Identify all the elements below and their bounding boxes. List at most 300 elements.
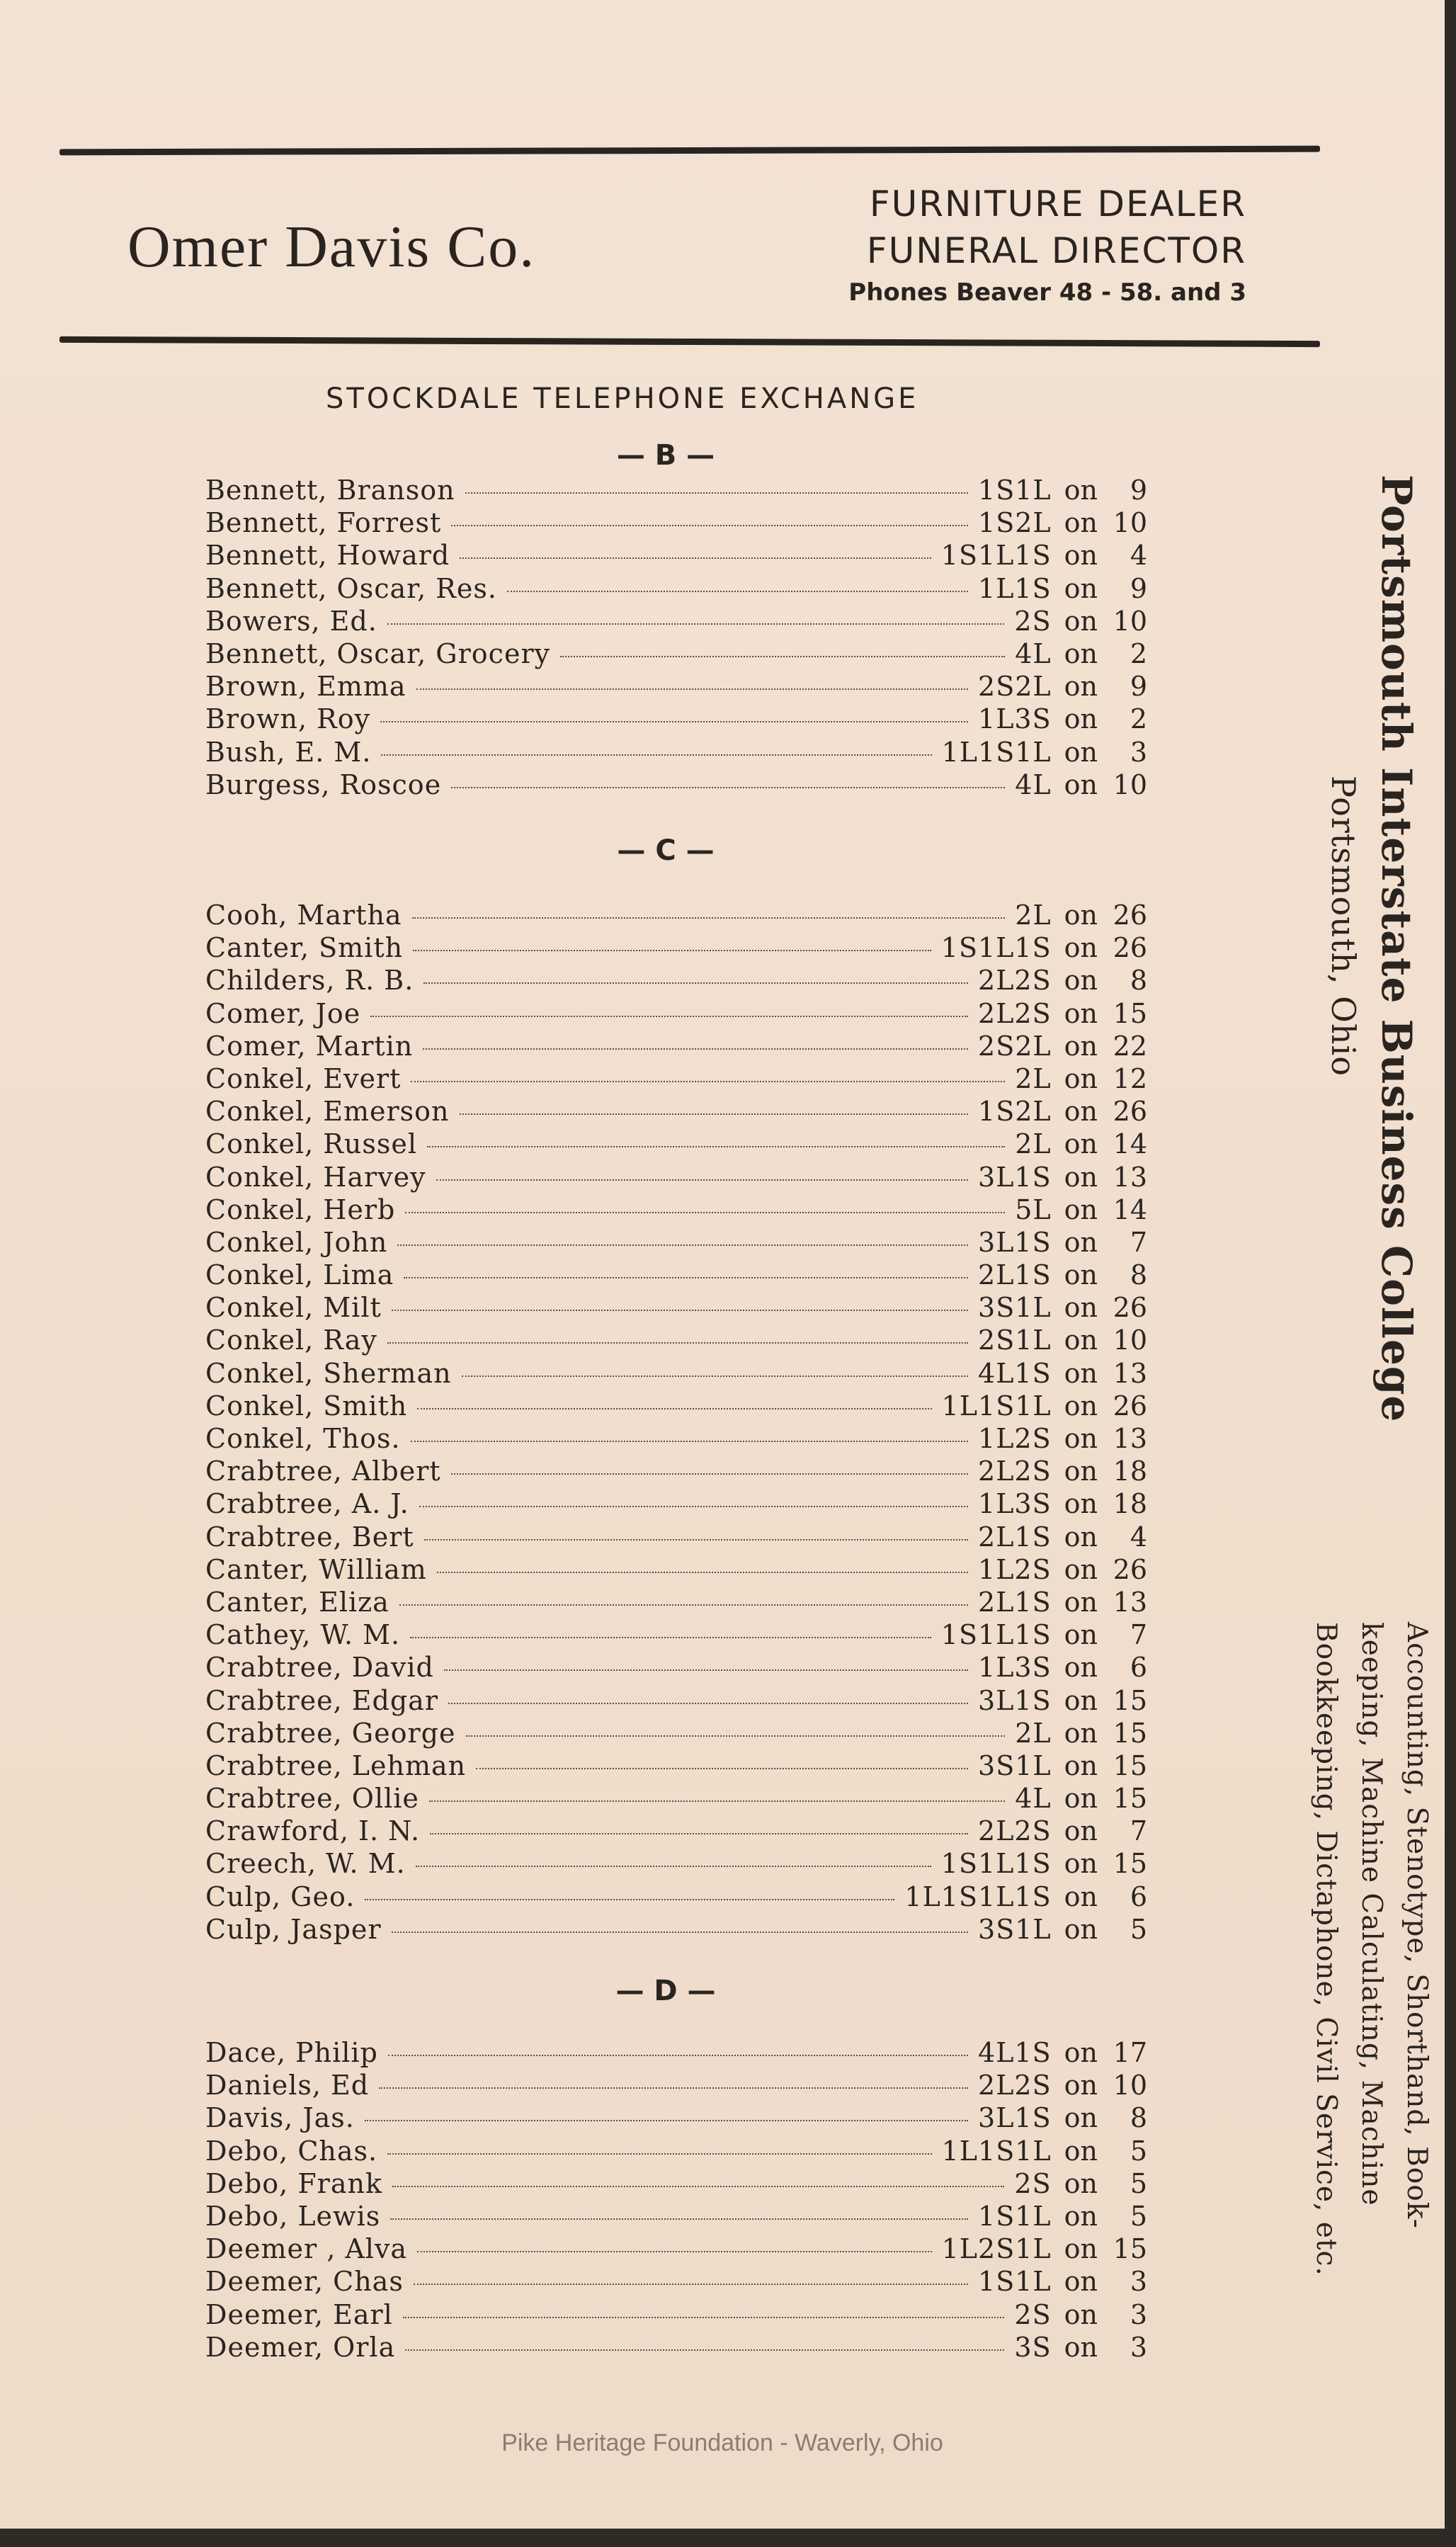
entry-name: Bennett, Oscar, Grocery xyxy=(205,637,551,669)
entry-name: Bennett, Howard xyxy=(205,540,450,572)
entry-name: Crabtree, David xyxy=(205,1652,434,1684)
leader-dots xyxy=(390,2218,968,2220)
entry-line-number: 6 xyxy=(1130,1652,1147,1684)
entry-on-word: on xyxy=(1064,1128,1098,1160)
directory-entry xyxy=(205,932,1147,965)
directory-entry xyxy=(205,1750,1147,1783)
section-heading: — D — xyxy=(615,1975,716,2007)
entry-on-word: on xyxy=(1064,1521,1098,1553)
leader-dots xyxy=(417,1408,931,1409)
entry-name: Conkel, Thos. xyxy=(205,1423,401,1454)
entry-on-word: on xyxy=(1064,2102,1098,2134)
entry-ring-code: 4L xyxy=(1015,768,1052,800)
leader-dots xyxy=(411,1081,1005,1082)
entry-name: Crabtree, George xyxy=(205,1717,456,1749)
entry-name: Bennett, Forrest xyxy=(205,507,442,539)
directory-entry xyxy=(205,1783,1147,1815)
entry-name: Conkel, Smith xyxy=(205,1390,408,1422)
entry-line-number: 8 xyxy=(1130,2102,1147,2134)
leader-dots xyxy=(465,492,968,494)
entry-line-number: 26 xyxy=(1113,1553,1147,1585)
header-top-rule xyxy=(59,146,1320,156)
leader-dots xyxy=(430,1833,968,1834)
directory-entry xyxy=(205,2266,1147,2298)
service-funeral: FUNERAL DIRECTOR xyxy=(866,230,1246,271)
entry-ring-code: 1S1L1S xyxy=(940,1619,1052,1651)
leader-dots xyxy=(404,1277,968,1278)
service-furniture: FURNITURE DEALER xyxy=(869,183,1246,225)
directory-entry xyxy=(205,1423,1147,1456)
entry-ring-code: 2L2S xyxy=(978,1456,1052,1487)
directory-entry xyxy=(205,475,1147,507)
entry-name: Deemer, Earl xyxy=(205,2298,393,2330)
entry-name: Dace, Philip xyxy=(205,2037,378,2068)
entry-name: Creech, W. M. xyxy=(205,1848,406,1880)
entry-line-number: 5 xyxy=(1130,1913,1147,1945)
entry-line-number: 15 xyxy=(1113,1848,1147,1880)
directory-entry xyxy=(205,1619,1147,1652)
entry-line-number: 3 xyxy=(1130,736,1147,768)
section-heading: — B — xyxy=(616,439,715,472)
footer-credit: Pike Heritage Foundation - Waverly, Ohio xyxy=(501,2429,943,2456)
entry-ring-code: 1L3S xyxy=(978,703,1052,735)
leader-dots xyxy=(381,754,931,756)
entry-line-number: 12 xyxy=(1113,1062,1147,1094)
leader-dots xyxy=(423,982,968,984)
entry-on-word: on xyxy=(1064,1390,1098,1422)
directory-entry xyxy=(205,1031,1147,1063)
entry-name: Bowers, Ed. xyxy=(205,605,377,637)
entry-ring-code: 3S1L xyxy=(978,1292,1052,1324)
leader-dots xyxy=(429,1800,1005,1802)
leader-dots xyxy=(405,1212,1005,1213)
entry-on-word: on xyxy=(1064,1456,1098,1487)
entry-line-number: 18 xyxy=(1113,1456,1147,1487)
entry-on-word: on xyxy=(1064,900,1098,931)
entry-ring-code: 1S1L1S xyxy=(940,540,1052,572)
entry-ring-code: 2L1S xyxy=(978,1586,1052,1618)
entry-ring-code: 2L2S xyxy=(978,1815,1052,1847)
entry-line-number: 10 xyxy=(1113,2070,1147,2101)
directory-entry xyxy=(205,2299,1147,2332)
entry-ring-code: 1L2S1L xyxy=(941,2233,1052,2265)
leader-dots xyxy=(462,1375,968,1377)
entry-ring-code: 4L1S xyxy=(978,2037,1052,2068)
entry-line-number: 7 xyxy=(1130,1619,1147,1651)
entry-name: Culp, Geo. xyxy=(205,1881,356,1912)
leader-dots xyxy=(388,2055,968,2056)
entry-name: Crabtree, Edgar xyxy=(205,1684,439,1716)
entry-on-word: on xyxy=(1064,1783,1098,1815)
directory-entry xyxy=(205,1063,1147,1096)
entry-on-word: on xyxy=(1064,1652,1098,1684)
entry-on-word: on xyxy=(1064,1619,1098,1651)
entry-line-number: 14 xyxy=(1113,1193,1147,1225)
entry-on-word: on xyxy=(1064,703,1098,735)
entry-line-number: 18 xyxy=(1113,1488,1147,1520)
entry-name: Crabtree, Bert xyxy=(205,1521,414,1553)
entry-line-number: 13 xyxy=(1113,1586,1147,1618)
leader-dots xyxy=(451,1473,968,1475)
entry-line-number: 14 xyxy=(1113,1128,1147,1160)
directory-entry xyxy=(205,606,1147,638)
entry-line-number: 5 xyxy=(1130,2167,1147,2199)
directory-entry xyxy=(205,2168,1147,2201)
directory-entry xyxy=(205,1652,1147,1684)
entry-line-number: 10 xyxy=(1113,605,1147,637)
entry-name: Cathey, W. M. xyxy=(205,1619,401,1651)
entry-on-word: on xyxy=(1064,1488,1098,1520)
entry-ring-code: 1L1S1L xyxy=(941,1390,1052,1422)
entry-on-word: on xyxy=(1064,1684,1098,1716)
entry-ring-code: 1S1L1S xyxy=(940,1848,1052,1880)
entry-on-word: on xyxy=(1064,507,1098,539)
entry-on-word: on xyxy=(1064,1357,1098,1389)
leader-dots xyxy=(392,1931,968,1933)
entry-ring-code: 1L2S xyxy=(978,1423,1052,1454)
directory-entry xyxy=(205,1128,1147,1161)
entry-ring-code: 2L1S xyxy=(978,1259,1052,1291)
directory-entry xyxy=(205,2070,1147,2102)
entry-line-number: 5 xyxy=(1130,2200,1147,2232)
entry-ring-code: 4L xyxy=(1015,637,1052,669)
entry-name: Bennett, Branson xyxy=(205,475,455,506)
entry-ring-code: 1L3S xyxy=(978,1652,1052,1684)
entry-name: Canter, Smith xyxy=(205,932,404,964)
directory-entry xyxy=(205,1292,1147,1324)
entry-name: Conkel, Herb xyxy=(205,1193,396,1225)
entry-ring-code: 3L1S xyxy=(978,1161,1052,1193)
entry-name: Davis, Jas. xyxy=(205,2102,355,2134)
entry-ring-code: 1S1L xyxy=(978,2200,1052,2232)
leader-dots xyxy=(419,1506,968,1507)
leader-dots xyxy=(460,557,931,559)
entry-line-number: 9 xyxy=(1130,572,1147,604)
leader-dots xyxy=(412,917,1006,919)
entry-line-number: 7 xyxy=(1130,1815,1147,1847)
directory-list xyxy=(205,900,1147,1946)
leader-dots xyxy=(411,1441,968,1442)
leader-dots xyxy=(417,2251,932,2252)
entry-name: Conkel, Harvey xyxy=(205,1161,426,1193)
directory-entry xyxy=(205,1194,1147,1227)
entry-on-word: on xyxy=(1064,2200,1098,2232)
entry-on-word: on xyxy=(1064,2167,1098,2199)
entry-on-word: on xyxy=(1064,1913,1098,1945)
entry-name: Bennett, Oscar, Res. xyxy=(205,572,497,604)
entry-line-number: 13 xyxy=(1113,1423,1147,1454)
leader-dots xyxy=(410,1637,931,1638)
section-heading: — C — xyxy=(617,834,715,867)
leader-dots xyxy=(437,1572,968,1573)
entry-name: Deemer, Orla xyxy=(205,2331,396,2363)
entry-on-word: on xyxy=(1064,1586,1098,1618)
entry-line-number: 6 xyxy=(1130,1881,1147,1912)
entry-ring-code: 2S2L xyxy=(978,671,1052,703)
entry-name: Conkel, Sherman xyxy=(205,1357,452,1389)
entry-ring-code: 1S1L1S xyxy=(940,932,1052,964)
entry-line-number: 10 xyxy=(1113,768,1147,800)
leader-dots xyxy=(466,1735,1006,1737)
directory-entry xyxy=(205,737,1147,769)
directory-entry xyxy=(205,1554,1147,1587)
leader-dots xyxy=(399,1604,968,1606)
header-bottom-rule xyxy=(59,336,1320,347)
leader-dots xyxy=(392,1310,968,1311)
leader-dots xyxy=(423,1048,968,1050)
entry-name: Conkel, Lima xyxy=(205,1259,394,1291)
entry-on-word: on xyxy=(1064,2266,1098,2298)
entry-line-number: 2 xyxy=(1130,703,1147,735)
leader-dots xyxy=(427,1146,1005,1147)
directory-entry xyxy=(205,1227,1147,1259)
side-ad-college: Portsmouth Interstate Business College xyxy=(1372,475,1421,1423)
leader-dots xyxy=(476,1768,968,1769)
entry-on-word: on xyxy=(1064,736,1098,768)
entry-on-word: on xyxy=(1064,572,1098,604)
entry-line-number: 15 xyxy=(1113,997,1147,1029)
entry-ring-code: 3S xyxy=(1014,2331,1052,2363)
exchange-title: STOCKDALE TELEPHONE EXCHANGE xyxy=(326,382,919,415)
entry-line-number: 22 xyxy=(1113,1030,1147,1062)
entry-line-number: 7 xyxy=(1130,1226,1147,1258)
directory-entry xyxy=(205,1358,1147,1390)
entry-ring-code: 1S1L xyxy=(978,2266,1052,2298)
directory-entry xyxy=(205,2135,1147,2168)
entry-name: Conkel, Emerson xyxy=(205,1096,450,1128)
directory-entry xyxy=(205,1324,1147,1357)
entry-name: Brown, Emma xyxy=(205,671,406,703)
directory-entry xyxy=(205,2037,1147,2070)
entry-name: Conkel, Milt xyxy=(205,1292,382,1324)
company-phones: Phones Beaver 48 - 58. and 3 xyxy=(848,278,1246,307)
entry-ring-code: 2S1L xyxy=(978,1324,1052,1356)
leader-dots xyxy=(397,1244,968,1246)
entry-name: Burgess, Roscoe xyxy=(205,768,442,800)
directory-entry xyxy=(205,998,1147,1031)
directory-entry xyxy=(205,769,1147,802)
entry-on-word: on xyxy=(1064,997,1098,1029)
entry-ring-code: 3S1L xyxy=(978,1913,1052,1945)
courses-line-1: Accounting, Stenotype, Shorthand, Book- xyxy=(1401,1622,1433,2229)
entry-ring-code: 2L2S xyxy=(978,965,1052,997)
directory-entry xyxy=(205,1815,1147,1848)
entry-line-number: 13 xyxy=(1113,1161,1147,1193)
entry-on-word: on xyxy=(1064,1324,1098,1356)
directory-entry xyxy=(205,2201,1147,2233)
entry-name: Conkel, Ray xyxy=(205,1324,377,1356)
leader-dots xyxy=(451,787,1005,788)
entry-on-word: on xyxy=(1064,1848,1098,1880)
leader-dots xyxy=(416,688,968,690)
entry-on-word: on xyxy=(1064,932,1098,964)
leader-dots xyxy=(387,2153,932,2155)
leader-dots xyxy=(424,1539,968,1541)
entry-line-number: 10 xyxy=(1113,1324,1147,1356)
entry-line-number: 3 xyxy=(1130,2298,1147,2330)
entry-name: Conkel, Russel xyxy=(205,1128,417,1160)
entry-on-word: on xyxy=(1064,1749,1098,1781)
leader-dots xyxy=(365,1899,894,1900)
entry-name: Canter, William xyxy=(205,1553,427,1585)
directory-entry xyxy=(205,1587,1147,1619)
directory-entry xyxy=(205,2102,1147,2135)
directory-entry xyxy=(205,1096,1147,1128)
entry-name: Deemer , Alva xyxy=(205,2233,408,2265)
entry-name: Crawford, I. N. xyxy=(205,1815,421,1847)
directory-entry xyxy=(205,965,1147,997)
entry-ring-code: 1S2L xyxy=(978,1096,1052,1128)
side-ad-city: Portsmouth, Ohio xyxy=(1324,776,1363,1077)
directory-entry xyxy=(205,703,1147,736)
directory-entry xyxy=(205,1881,1147,1914)
entry-line-number: 2 xyxy=(1130,637,1147,669)
leader-dots xyxy=(365,2120,968,2121)
entry-name: Cooh, Martha xyxy=(205,900,402,931)
entry-on-word: on xyxy=(1064,1717,1098,1749)
entry-name: Crabtree, Ollie xyxy=(205,1783,419,1815)
entry-ring-code: 1L3S xyxy=(978,1488,1052,1520)
entry-name: Daniels, Ed xyxy=(205,2070,370,2101)
courses-line-3: Bookkeeping, Dictaphone, Civil Service, etc. xyxy=(1310,1622,1342,2276)
entry-line-number: 9 xyxy=(1130,475,1147,506)
entry-on-word: on xyxy=(1064,1193,1098,1225)
entry-ring-code: 2L xyxy=(1015,900,1052,931)
entry-ring-code: 4L xyxy=(1015,1783,1052,1815)
entry-ring-code: 3L1S xyxy=(978,2102,1052,2134)
entry-on-word: on xyxy=(1064,2037,1098,2068)
entry-line-number: 5 xyxy=(1130,2135,1147,2167)
entry-on-word: on xyxy=(1064,2135,1098,2167)
entry-on-word: on xyxy=(1064,1423,1098,1454)
leader-dots xyxy=(380,721,968,722)
entry-ring-code: 2L xyxy=(1015,1128,1052,1160)
directory-entry xyxy=(205,1488,1147,1521)
directory-entry xyxy=(205,638,1147,671)
directory-entry xyxy=(205,1718,1147,1750)
directory-entry xyxy=(205,1914,1147,1946)
directory-entry xyxy=(205,1162,1147,1194)
leader-dots xyxy=(370,1016,968,1017)
entry-name: Comer, Joe xyxy=(205,997,361,1029)
directory-entry xyxy=(205,671,1147,703)
entry-ring-code: 2L1S xyxy=(978,1521,1052,1553)
directory-entry xyxy=(205,1848,1147,1881)
entry-line-number: 26 xyxy=(1113,900,1147,931)
entry-ring-code: 1L1S1L xyxy=(941,736,1052,768)
leader-dots xyxy=(387,623,1005,625)
entry-on-word: on xyxy=(1064,1259,1098,1291)
entry-on-word: on xyxy=(1064,1292,1098,1324)
entry-line-number: 3 xyxy=(1130,2331,1147,2363)
leader-dots xyxy=(416,1866,931,1867)
leader-dots xyxy=(379,2087,968,2089)
entry-line-number: 8 xyxy=(1130,965,1147,997)
entry-name: Crabtree, A. J. xyxy=(205,1488,409,1520)
entry-on-word: on xyxy=(1064,2070,1098,2101)
entry-on-word: on xyxy=(1064,637,1098,669)
entry-ring-code: 1S2L xyxy=(978,507,1052,539)
entry-name: Debo, Frank xyxy=(205,2167,383,2199)
leader-dots xyxy=(392,2186,1004,2187)
directory-list xyxy=(205,2037,1147,2364)
entry-ring-code: 2S xyxy=(1014,2167,1052,2199)
entry-on-word: on xyxy=(1064,1815,1098,1847)
leader-dots xyxy=(507,591,968,592)
entry-line-number: 15 xyxy=(1113,2233,1147,2265)
entry-line-number: 9 xyxy=(1130,671,1147,703)
entry-name: Canter, Eliza xyxy=(205,1586,389,1618)
entry-line-number: 26 xyxy=(1113,1096,1147,1128)
entry-name: Conkel, Evert xyxy=(205,1062,402,1094)
entry-line-number: 3 xyxy=(1130,2266,1147,2298)
directory-entry xyxy=(205,540,1147,572)
entry-ring-code: 4L1S xyxy=(978,1357,1052,1389)
company-name: Omer Davis Co. xyxy=(127,214,536,280)
directory-entry xyxy=(205,507,1147,540)
entry-on-word: on xyxy=(1064,2331,1098,2363)
entry-on-word: on xyxy=(1064,671,1098,703)
entry-ring-code: 2S2L xyxy=(978,1030,1052,1062)
entry-ring-code: 1S1L xyxy=(978,475,1052,506)
entry-line-number: 15 xyxy=(1113,1783,1147,1815)
company-services xyxy=(736,181,1246,311)
leader-dots xyxy=(448,1703,968,1704)
entry-on-word: on xyxy=(1064,1062,1098,1094)
leader-dots xyxy=(413,950,931,951)
entry-name: Childers, R. B. xyxy=(205,965,414,997)
entry-name: Debo, Chas. xyxy=(205,2135,378,2167)
entry-line-number: 17 xyxy=(1113,2037,1147,2068)
entry-ring-code: 3L1S xyxy=(978,1226,1052,1258)
directory-entry xyxy=(205,1685,1147,1718)
leader-dots xyxy=(460,1113,968,1115)
entry-name: Crabtree, Lehman xyxy=(205,1749,467,1781)
directory-entry xyxy=(205,573,1147,606)
entry-on-word: on xyxy=(1064,475,1098,506)
entry-ring-code: 2L2S xyxy=(978,2070,1052,2101)
entry-on-word: on xyxy=(1064,1881,1098,1912)
leader-dots xyxy=(436,1179,968,1181)
entry-name: Crabtree, Albert xyxy=(205,1456,441,1487)
leader-dots xyxy=(403,2317,1005,2318)
entry-on-word: on xyxy=(1064,768,1098,800)
leader-dots xyxy=(387,1342,968,1344)
entry-on-word: on xyxy=(1064,965,1098,997)
directory-entry xyxy=(205,2332,1147,2364)
entry-ring-code: 1L1S1L1S xyxy=(904,1881,1052,1912)
entry-name: Culp, Jasper xyxy=(205,1913,382,1945)
entry-line-number: 15 xyxy=(1113,1749,1147,1781)
side-ad-courses xyxy=(1303,1622,1439,2276)
entry-line-number: 10 xyxy=(1113,507,1147,539)
entry-ring-code: 2S xyxy=(1014,2298,1052,2330)
entry-line-number: 8 xyxy=(1130,1259,1147,1291)
entry-ring-code: 3L1S xyxy=(978,1684,1052,1716)
entry-name: Deemer, Chas xyxy=(205,2266,404,2298)
directory-entry xyxy=(205,1456,1147,1488)
courses-line-2: keeping, Machine Calculating, Machine xyxy=(1355,1622,1387,2206)
entry-line-number: 13 xyxy=(1113,1357,1147,1389)
entry-line-number: 26 xyxy=(1113,932,1147,964)
entry-ring-code: 1L2S xyxy=(978,1553,1052,1585)
entry-ring-code: 2L xyxy=(1015,1062,1052,1094)
entry-on-word: on xyxy=(1064,540,1098,572)
directory-entry xyxy=(205,900,1147,932)
entry-name: Debo, Lewis xyxy=(205,2200,381,2232)
leader-dots xyxy=(444,1669,968,1671)
entry-on-word: on xyxy=(1064,1226,1098,1258)
